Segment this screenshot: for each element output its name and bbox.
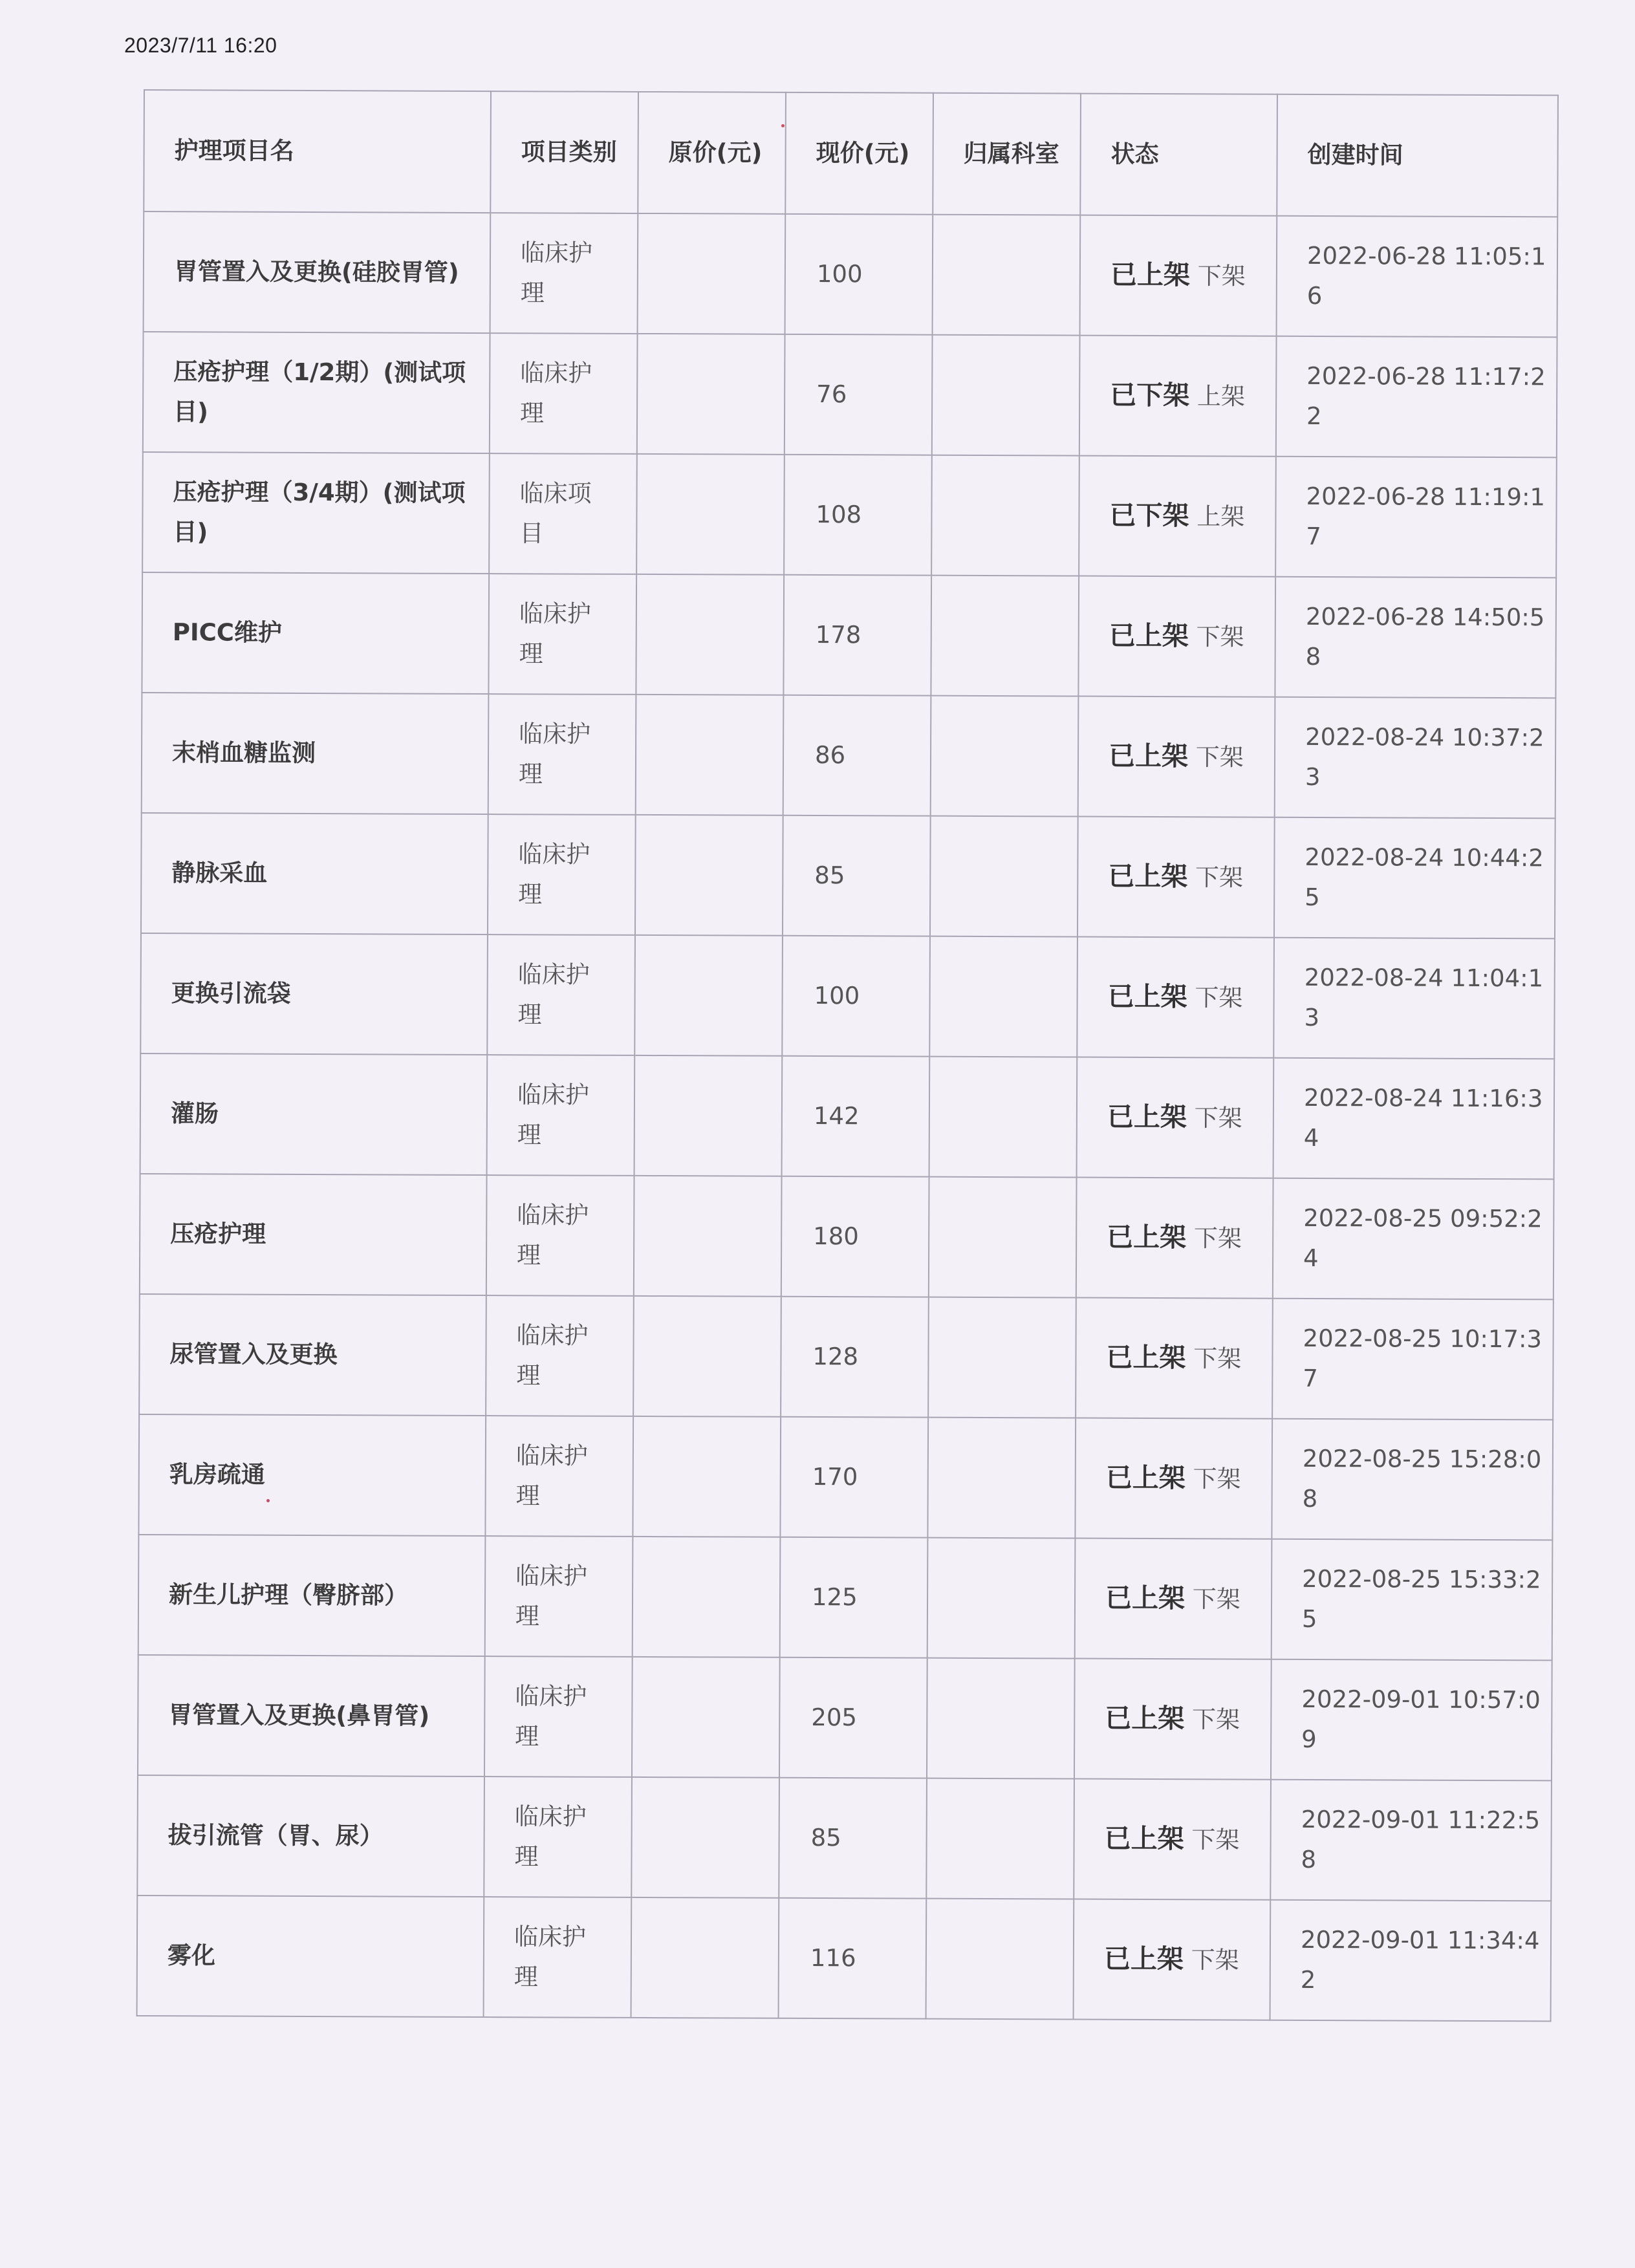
status-toggle-link[interactable]: 下架 [1193,1465,1241,1493]
cell-current-price: 76 [785,334,933,455]
cell-current-price: 170 [780,1417,928,1538]
scan-speck [266,1499,270,1502]
header-status: 状态 [1080,94,1277,216]
cell-item-name: PICC维护 [142,572,489,694]
cell-department [927,1538,1076,1659]
cell-department [928,1297,1076,1418]
cell-created-at: 2022-08-25 10:17:37 [1272,1299,1554,1420]
header-current-price: 现价(元) [785,92,933,215]
cell-category: 临床项目 [489,453,637,574]
cell-item-name: 新生儿护理（臀脐部） [138,1535,486,1656]
header-original-price: 原价(元) [638,92,786,214]
table-row [142,693,1556,818]
cell-current-price: 100 [785,214,933,335]
cell-original-price [636,454,785,575]
status-toggle-link[interactable]: 下架 [1192,1585,1240,1614]
status-badge: 已上架 [1106,1341,1186,1374]
status-toggle-link[interactable]: 下架 [1191,1826,1240,1854]
status-badge: 已上架 [1109,620,1189,652]
cell-category: 临床护理 [484,1897,632,2018]
cell-status [1078,697,1275,817]
cell-created-at: 2022-09-01 11:22:58 [1270,1780,1552,1901]
status-badge: 已上架 [1105,1462,1186,1494]
cell-category: 临床护理 [484,1777,632,1897]
table-row [140,933,1555,1059]
status-badge: 已上架 [1107,1221,1187,1253]
cell-department [927,1658,1075,1779]
cell-item-name: 压疮护理 [140,1174,487,1295]
cell-category: 临床护理 [484,1656,633,1777]
cell-status [1074,1899,1271,2020]
cell-status [1074,1659,1272,1780]
cell-item-name: 拔引流管（胃、尿） [137,1775,484,1897]
cell-status [1076,1298,1273,1419]
cell-current-price: 86 [783,695,931,816]
cell-current-price: 142 [782,1056,930,1177]
cell-item-name: 胃管置入及更换(硅胶胃管) [144,211,491,333]
cell-status [1075,1418,1272,1539]
cell-department [932,335,1080,456]
cell-status [1077,817,1275,938]
cell-item-name: 压疮护理（1/2期）(测试项目) [143,332,490,453]
header-name: 护理项目名 [144,90,491,213]
status-badge: 已下架 [1110,379,1190,411]
cell-status [1078,576,1275,697]
cell-current-price: 180 [781,1176,929,1297]
table-row [137,1775,1552,1901]
table-row [143,332,1557,457]
cell-department [930,816,1078,937]
cell-category: 临床护理 [485,1536,633,1657]
table-row [141,813,1555,938]
cell-current-price: 108 [784,455,932,576]
cell-created-at: 2022-08-24 11:16:34 [1273,1058,1555,1180]
cell-created-at: 2022-06-28 11:17:22 [1276,336,1557,458]
cell-category: 临床护理 [488,814,636,935]
status-badge: 已上架 [1103,1943,1184,1975]
cell-department [931,576,1079,697]
cell-original-price [631,1897,779,2018]
status-toggle-link[interactable]: 下架 [1195,743,1244,772]
cell-original-price [632,1657,780,1778]
cell-item-name: 更换引流袋 [140,933,488,1055]
cell-created-at: 2022-06-28 14:50:58 [1275,577,1556,698]
cell-item-name: 静脉采血 [141,813,488,934]
status-badge: 已上架 [1105,1582,1186,1614]
cell-status [1077,1057,1274,1178]
status-badge: 已上架 [1104,1822,1184,1855]
cell-item-name: 灌肠 [140,1053,488,1175]
status-toggle-link[interactable]: 下架 [1193,1224,1242,1253]
table-row [137,1895,1552,2021]
cell-item-name: 末梢血糖监测 [142,693,489,814]
cell-original-price [636,695,784,815]
status-badge: 已下架 [1109,499,1189,532]
cell-created-at: 2022-08-24 10:44:25 [1274,817,1555,939]
cell-created-at: 2022-08-25 15:33:25 [1272,1539,1553,1661]
status-toggle-link[interactable]: 上架 [1196,382,1246,411]
cell-original-price [634,1176,782,1297]
cell-status [1077,937,1274,1058]
cell-original-price [636,574,784,695]
table-row [142,452,1557,578]
cell-category: 临床护理 [490,213,638,334]
status-badge: 已上架 [1108,740,1189,772]
status-badge: 已上架 [1105,1702,1185,1734]
table-row [138,1535,1553,1660]
cell-original-price [633,1296,781,1417]
cell-item-name: 乳房疏通 [138,1414,486,1536]
cell-original-price [635,815,783,936]
cell-current-price: 178 [783,575,931,696]
cell-department [926,1899,1074,2020]
table-row [138,1414,1553,1540]
cell-category: 临床护理 [486,1295,634,1416]
cell-original-price [633,1537,781,1658]
cell-department [929,936,1077,1057]
status-badge: 已上架 [1107,1101,1187,1133]
status-toggle-link[interactable]: 下架 [1191,1946,1239,1974]
cell-original-price [634,1055,783,1176]
cell-item-name: 压疮护理（3/4期）(测试项目) [142,452,490,574]
cell-original-price [634,935,783,1056]
cell-department [931,696,1079,817]
cell-created-at: 2022-08-25 15:28:08 [1272,1419,1553,1540]
status-badge: 已上架 [1108,860,1188,892]
cell-department [929,1057,1077,1178]
cell-category: 临床护理 [487,934,635,1055]
cell-category: 临床护理 [488,694,636,815]
table-row [140,1174,1554,1299]
cell-current-price: 85 [783,815,931,936]
cell-status [1079,456,1276,577]
table-row [139,1294,1554,1420]
cell-current-price: 205 [779,1658,927,1778]
cell-current-price: 116 [779,1898,927,2019]
status-toggle-link[interactable]: 下架 [1196,623,1244,651]
status-toggle-link[interactable]: 下架 [1193,1345,1242,1373]
cell-current-price: 128 [781,1297,929,1418]
header-category: 项目类别 [490,91,638,213]
cell-created-at: 2022-09-01 10:57:09 [1271,1659,1552,1781]
cell-created-at: 2022-08-24 10:37:23 [1275,697,1556,819]
cell-created-at: 2022-06-28 11:05:16 [1277,216,1558,338]
table-row [140,1053,1555,1179]
scan-speck [781,124,785,127]
table-header [144,90,1558,217]
cell-original-price [631,1777,779,1898]
cell-current-price: 85 [779,1778,927,1899]
cell-category: 临床护理 [486,1175,634,1296]
cell-status [1074,1779,1271,1900]
status-toggle-link[interactable]: 上架 [1196,502,1245,531]
nursing-items-table [136,89,1559,2022]
cell-created-at: 2022-06-28 11:19:17 [1275,457,1557,578]
cell-created-at: 2022-08-25 09:52:24 [1273,1178,1554,1300]
cell-created-at: 2022-09-01 11:34:42 [1270,1900,1552,2022]
table-row [138,1655,1552,1780]
cell-created-at: 2022-08-24 11:04:13 [1273,938,1555,1059]
header-row [144,90,1558,217]
cell-department [933,215,1081,336]
cell-item-name: 雾化 [137,1895,484,2017]
status-toggle-link[interactable]: 下架 [1194,1104,1242,1132]
cell-current-price: 125 [780,1537,928,1658]
cell-item-name: 尿管置入及更换 [139,1294,486,1416]
status-badge: 已上架 [1110,259,1191,291]
header-created-at: 创建时间 [1277,94,1558,217]
cell-category: 临床护理 [485,1416,633,1537]
status-toggle-link[interactable]: 下架 [1195,863,1244,892]
status-toggle-link[interactable]: 下架 [1197,262,1246,290]
cell-original-price [638,213,786,334]
cell-category: 临床护理 [487,1055,635,1176]
table-row [144,211,1558,337]
table-row [142,572,1556,698]
cell-department [927,1418,1076,1539]
cell-status [1079,336,1277,457]
status-toggle-link[interactable]: 下架 [1195,984,1243,1012]
cell-department [929,1177,1077,1298]
status-toggle-link[interactable]: 下架 [1192,1705,1240,1734]
print-timestamp: 2023/7/11 16:20 [124,34,277,57]
cell-status [1076,1178,1273,1299]
table-body [137,211,1558,2021]
cell-status [1075,1539,1272,1659]
cell-category: 临床护理 [488,574,636,695]
cell-item-name: 胃管置入及更换(鼻胃管) [138,1655,485,1777]
cell-current-price: 100 [782,936,930,1057]
cell-original-price [637,334,785,455]
cell-status [1080,215,1277,336]
cell-department [931,455,1079,576]
status-badge: 已上架 [1107,980,1187,1013]
header-department: 归属科室 [933,93,1081,215]
cell-department [926,1778,1074,1899]
cell-original-price [633,1416,781,1537]
cell-category: 临床护理 [490,333,638,454]
